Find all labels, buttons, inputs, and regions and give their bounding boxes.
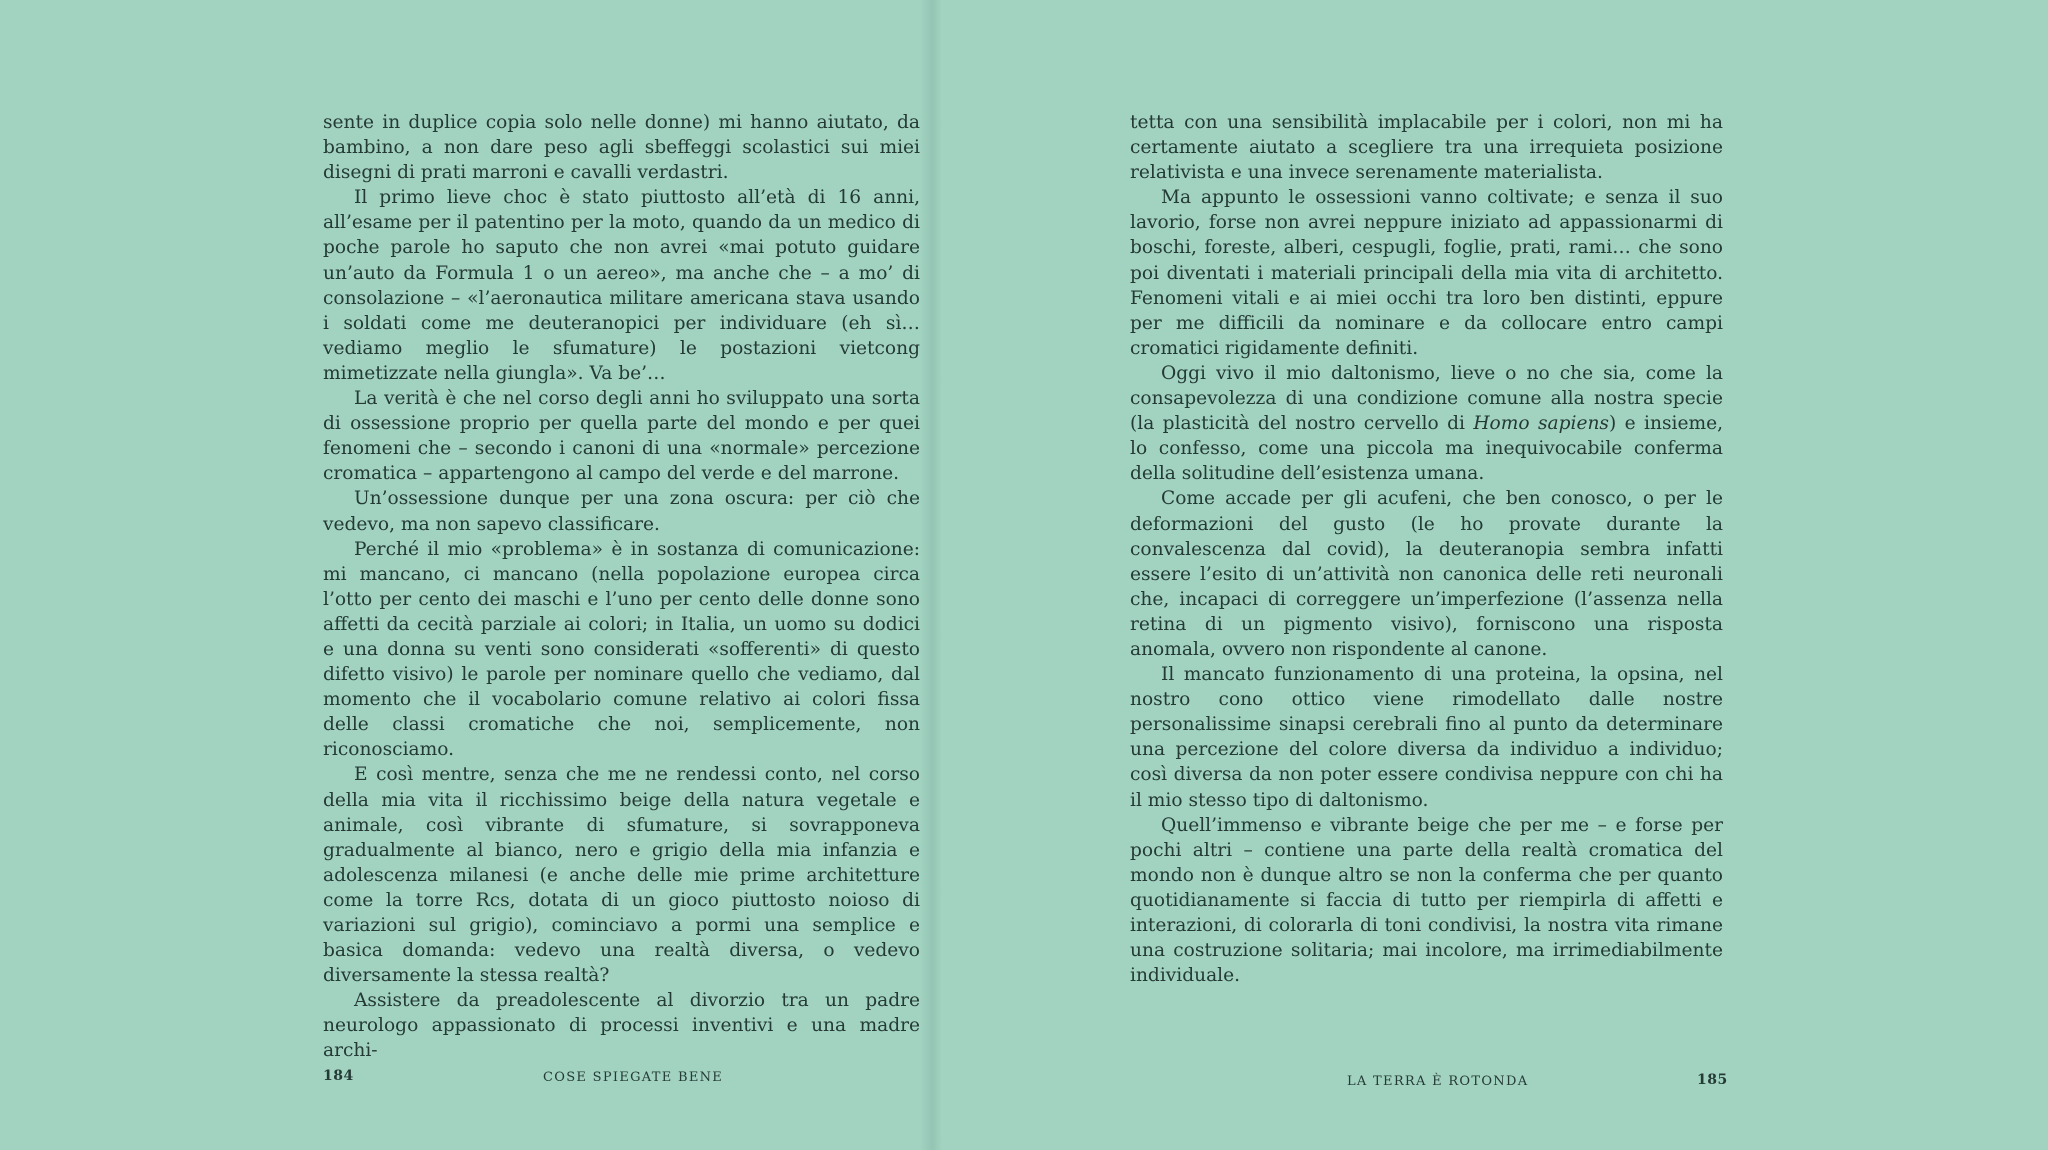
- paragraph-homo-sapiens: Oggi vivo il mio daltonismo, lieve o no che sia, come la consapevolezza di una condizione comune alla nostra specie (la plasticità del nostro cervello di Homo sapiens) e insieme, lo confesso, come una piccola ma inequivocabile conferma della solitudine dell’esistenza umana.: [1130, 362, 1723, 485]
- paragraph: La verità è che nel corso degli anni ho sviluppato una sorta di ossessione proprio per quella parte del mondo e per quei fenomeni che – secondo i canoni di una «normale» percezione cromatica – appartengono al campo del verde e del marrone.: [323, 388, 920, 485]
- paragraph: tetta con una sensibilità implacabile per i colori, non mi ha certamente aiutato a scegliere tra una irrequieta posizione relativista e una invece serenamente materialista.: [1130, 112, 1723, 184]
- right-running-head: LA TERRA È ROTONDA: [1347, 1074, 1529, 1089]
- paragraph: Il mancato funzionamento di una proteina, la opsina, nel nostro cono ottico viene rimodellato dalle nostre personalissime sinapsi cerebrali fino al punto da determinare una percezione del colore diversa da individuo a individuo; così diversa da non poter essere condivisa neppure con chi ha il mio stesso tipo di daltonismo.: [1130, 664, 1723, 811]
- book-gutter: [920, 0, 942, 1150]
- paragraph: Un’ossessione dunque per una zona oscura: per ciò che vedevo, ma non sapevo classificare.: [323, 488, 920, 535]
- paragraph: Ma appunto le ossessioni vanno coltivate; e senza il suo lavorio, forse non avrei neppure iniziato ad appassionarmi di boschi, foreste, alberi, cespugli, foglie, prati, rami… che sono poi diventati i materiali principali della mia vita di architetto. Fenomeni vitali e ai miei occhi tra loro ben distinti, eppure per me difficili da nominare e da collocare entro campi cromatici rigidamente definiti.: [1130, 187, 1723, 359]
- paragraph: Come accade per gli acufeni, che ben conosco, o per le deformazioni del gusto (le ho provate durante la convalescenza dal covid), la deuteranopia sembra infatti essere l’esito di un’attività non canonica delle reti neuronali che, incapaci di correggere un’imperfezione (l’assenza nella retina di un pigmento visivo), forniscono una risposta anomala, ovvero non rispondente al canone.: [1130, 488, 1723, 660]
- paragraph: Perché il mio «problema» è in sostanza di comunicazione: mi mancano, ci mancano (nella popolazione europea circa l’otto per cento dei maschi e l’uno per cento delle donne sono affetti da cecità parziale ai colori; in Italia, un uomo su dodici e una donna su venti sono considerati «sofferenti» di questo difetto visivo) le parole per nominare quello che vediamo, dal momento che il vocabolario comune relativo ai colori fissa delle classi cromatiche che noi, semplicemente, non riconosciamo.: [323, 538, 920, 761]
- paragraph: Quell’immenso e vibrante beige che per me – e forse per pochi altri – contiene una parte della realtà cromatica del mondo non è dunque altro se non la conferma che per quanto quotidianamente si faccia di tutto per riempirla di affetti e interazioni, di colorarla di toni condivisi, la nostra vita rimane una costruzione solitaria; mai incolore, ma irrimediabilmente individuale.: [1130, 814, 1723, 987]
- left-page-number: 184: [323, 1068, 354, 1084]
- left-page-text: [323, 110, 920, 1064]
- paragraph: Assistere da preadolescente al divorzio tra un padre neurologo appassionato di processi inventivi e una madre archi-: [323, 990, 920, 1062]
- paragraph: Il primo lieve choc è stato piuttosto all’età di 16 anni, all’esame per il patentino per la moto, quando da un medico di poche parole ho saputo che non avrei «mai potuto guidare un’auto da Formula 1 o un aereo», ma anche che – a mo’ di consolazione – «l’aeronautica militare americana stava usando i soldati come me deuteranopici per individuare (eh sì… vediamo meglio le sfumature) le postazioni vietcong mimetizzate nella giungla». Va be’…: [323, 187, 920, 384]
- paragraph: sente in duplice copia solo nelle donne) mi hanno aiutato, da bambino, a non dare peso agli sbeffeggi scolastici sui miei disegni di prati marroni e cavalli verdastri.: [323, 112, 920, 184]
- left-running-head: COSE SPIEGATE BENE: [543, 1070, 724, 1085]
- species-name: Homo sapiens: [1473, 413, 1609, 435]
- right-page-text: [1130, 110, 1723, 988]
- right-page-number: 185: [1697, 1072, 1728, 1088]
- paragraph: E così mentre, senza che me ne rendessi conto, nel corso della mia vita il ricchissimo beige della natura vegetale e animale, così vibrante di sfumature, si sovrapponeva gradualmente al bianco, nero e grigio della mia infanzia e adolescenza milanesi (e anche delle mie prime architetture come la torre Rcs, dotata di un gioco piuttosto noioso di variazioni sul grigio), cominciavo a pormi una semplice e basica domanda: vedevo una realtà diversa, o vedevo diversamente la stessa realtà?: [323, 764, 920, 987]
